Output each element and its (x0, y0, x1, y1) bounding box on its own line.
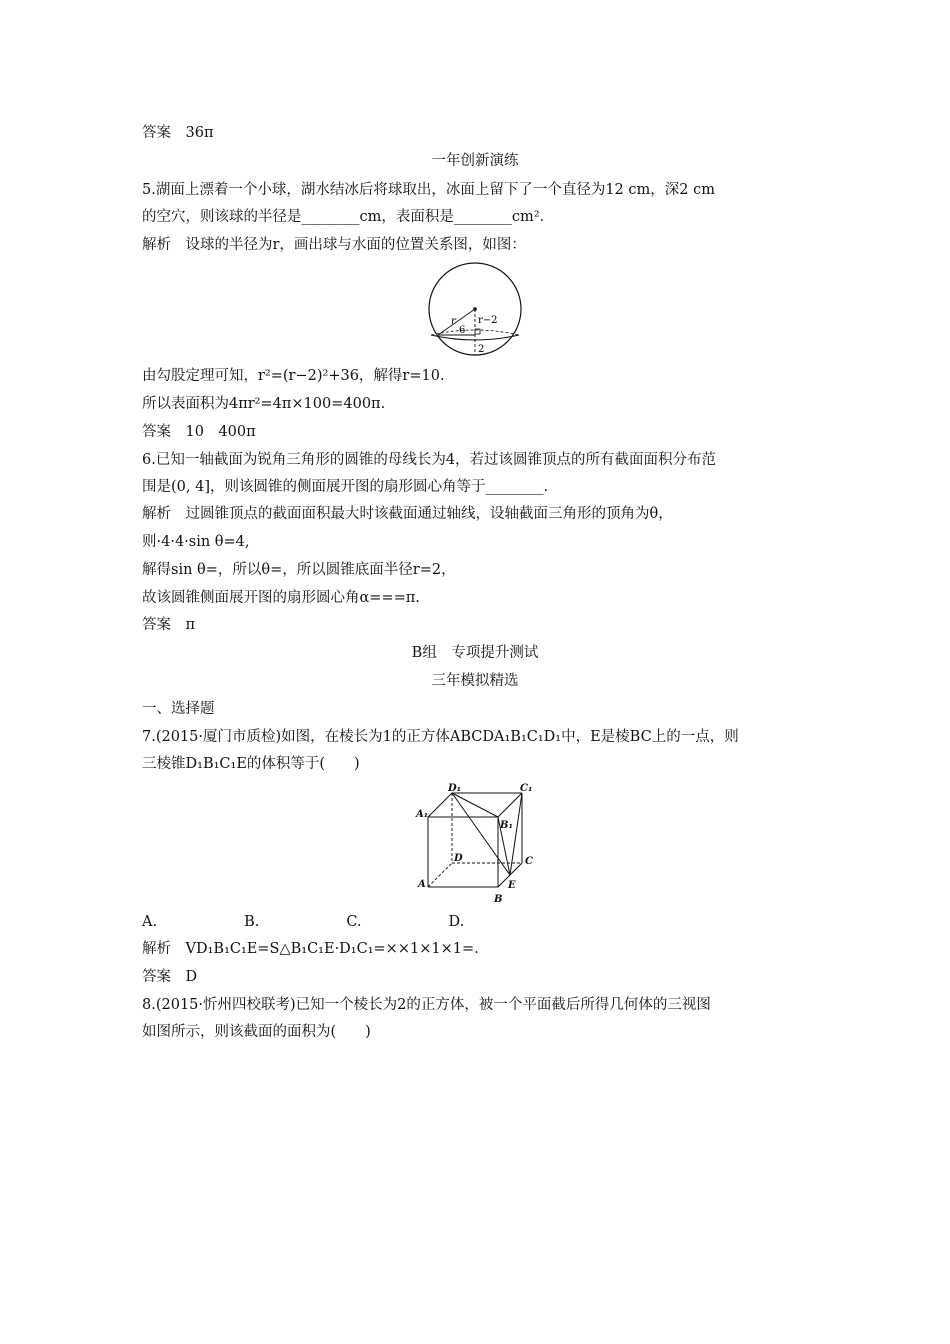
answer-q4: 答案 36π (142, 125, 214, 141)
answer-q7: 答案 D (142, 969, 198, 985)
q5-analysis: 解析 设球的半径为r，画出球与水面的位置关系图，如图： (142, 237, 526, 253)
label-r: r (451, 316, 456, 327)
label-A1: A₁ (416, 809, 429, 820)
q5-line-1: 5.湖面上漂着一个小球，湖水结冰后将球取出，冰面上留下了一个直径为12 cm，深2 cm (142, 182, 715, 198)
answer-q6: 答案 π (142, 617, 196, 633)
q5-pythagoras: 由勾股定理可知，r²=(r−2)²+36，解得r=10. (142, 368, 445, 384)
section-heading-innovation: 一年创新演练 (431, 153, 519, 169)
label-A: A (418, 879, 426, 890)
q6-analysis-3: 解得sin θ=，所以θ=，所以圆锥底面半径r=2， (142, 562, 456, 578)
answer-q5: 答案 10 400π (142, 424, 256, 440)
q7-line-2: 三棱锥D₁B₁C₁E的体积等于( ) (142, 756, 360, 772)
q5-surface-area: 所以表面积为4πr²=4π×100=400π. (142, 396, 386, 412)
label-D: D (454, 853, 463, 864)
label-C: C (525, 856, 533, 867)
label-B1: B₁ (500, 820, 513, 831)
part-heading-choice: 一、选择题 (142, 701, 215, 717)
section-heading-group-b: B组 专项提升测试 (411, 645, 539, 661)
q6-line-1: 6.已知一轴截面为锐角三角形的圆锥的母线长为4，若过该圆锥顶点的所有截面面积分布范 (142, 452, 717, 468)
q7-analysis: 解析 VD₁B₁C₁E=S△B₁C₁E·D₁C₁=××1×1×1=. (142, 941, 479, 957)
q6-analysis-1: 解析 过圆锥顶点的截面面积最大时该截面通过轴线，设轴截面三角形的顶角为θ， (142, 506, 673, 522)
q5-line-2: 的空穴，则该球的半径是________cm，表面积是________cm². (142, 209, 545, 225)
label-C1: C₁ (520, 783, 533, 794)
q7-line-1: 7.(2015·厦门市质检)如图，在棱长为1的正方体ABCDA₁B₁C₁D₁中，E是棱BC上的一点，则 (142, 729, 739, 745)
label-r-minus-2: r−2 (478, 315, 498, 326)
q6-analysis-2: 则·4·4·sin θ=4, (142, 534, 250, 550)
section-heading-three-years: 三年模拟精选 (431, 673, 519, 689)
q8-line-1: 8.(2015·忻州四校联考)已知一个棱长为2的正方体，被一个平面截后所得几何体的三视图 (142, 997, 711, 1013)
label-two: 2 (478, 344, 485, 355)
label-six: 6 (459, 325, 466, 336)
q7-options: A. B. C. D. (142, 914, 465, 930)
label-D1: D₁ (448, 783, 462, 794)
q8-line-2: 如图所示，则该截面的面积为( ) (142, 1024, 371, 1040)
q6-analysis-4: 故该圆锥侧面展开图的扇形圆心角α===π. (142, 590, 420, 606)
label-B: B (494, 894, 503, 905)
label-E: E (508, 880, 516, 891)
cube-diagram (412, 782, 540, 906)
sphere-diagram (420, 262, 530, 362)
q6-line-2: 围是(0, 4]，则该圆锥的侧面展开图的扇形圆心角等于________. (142, 479, 549, 495)
